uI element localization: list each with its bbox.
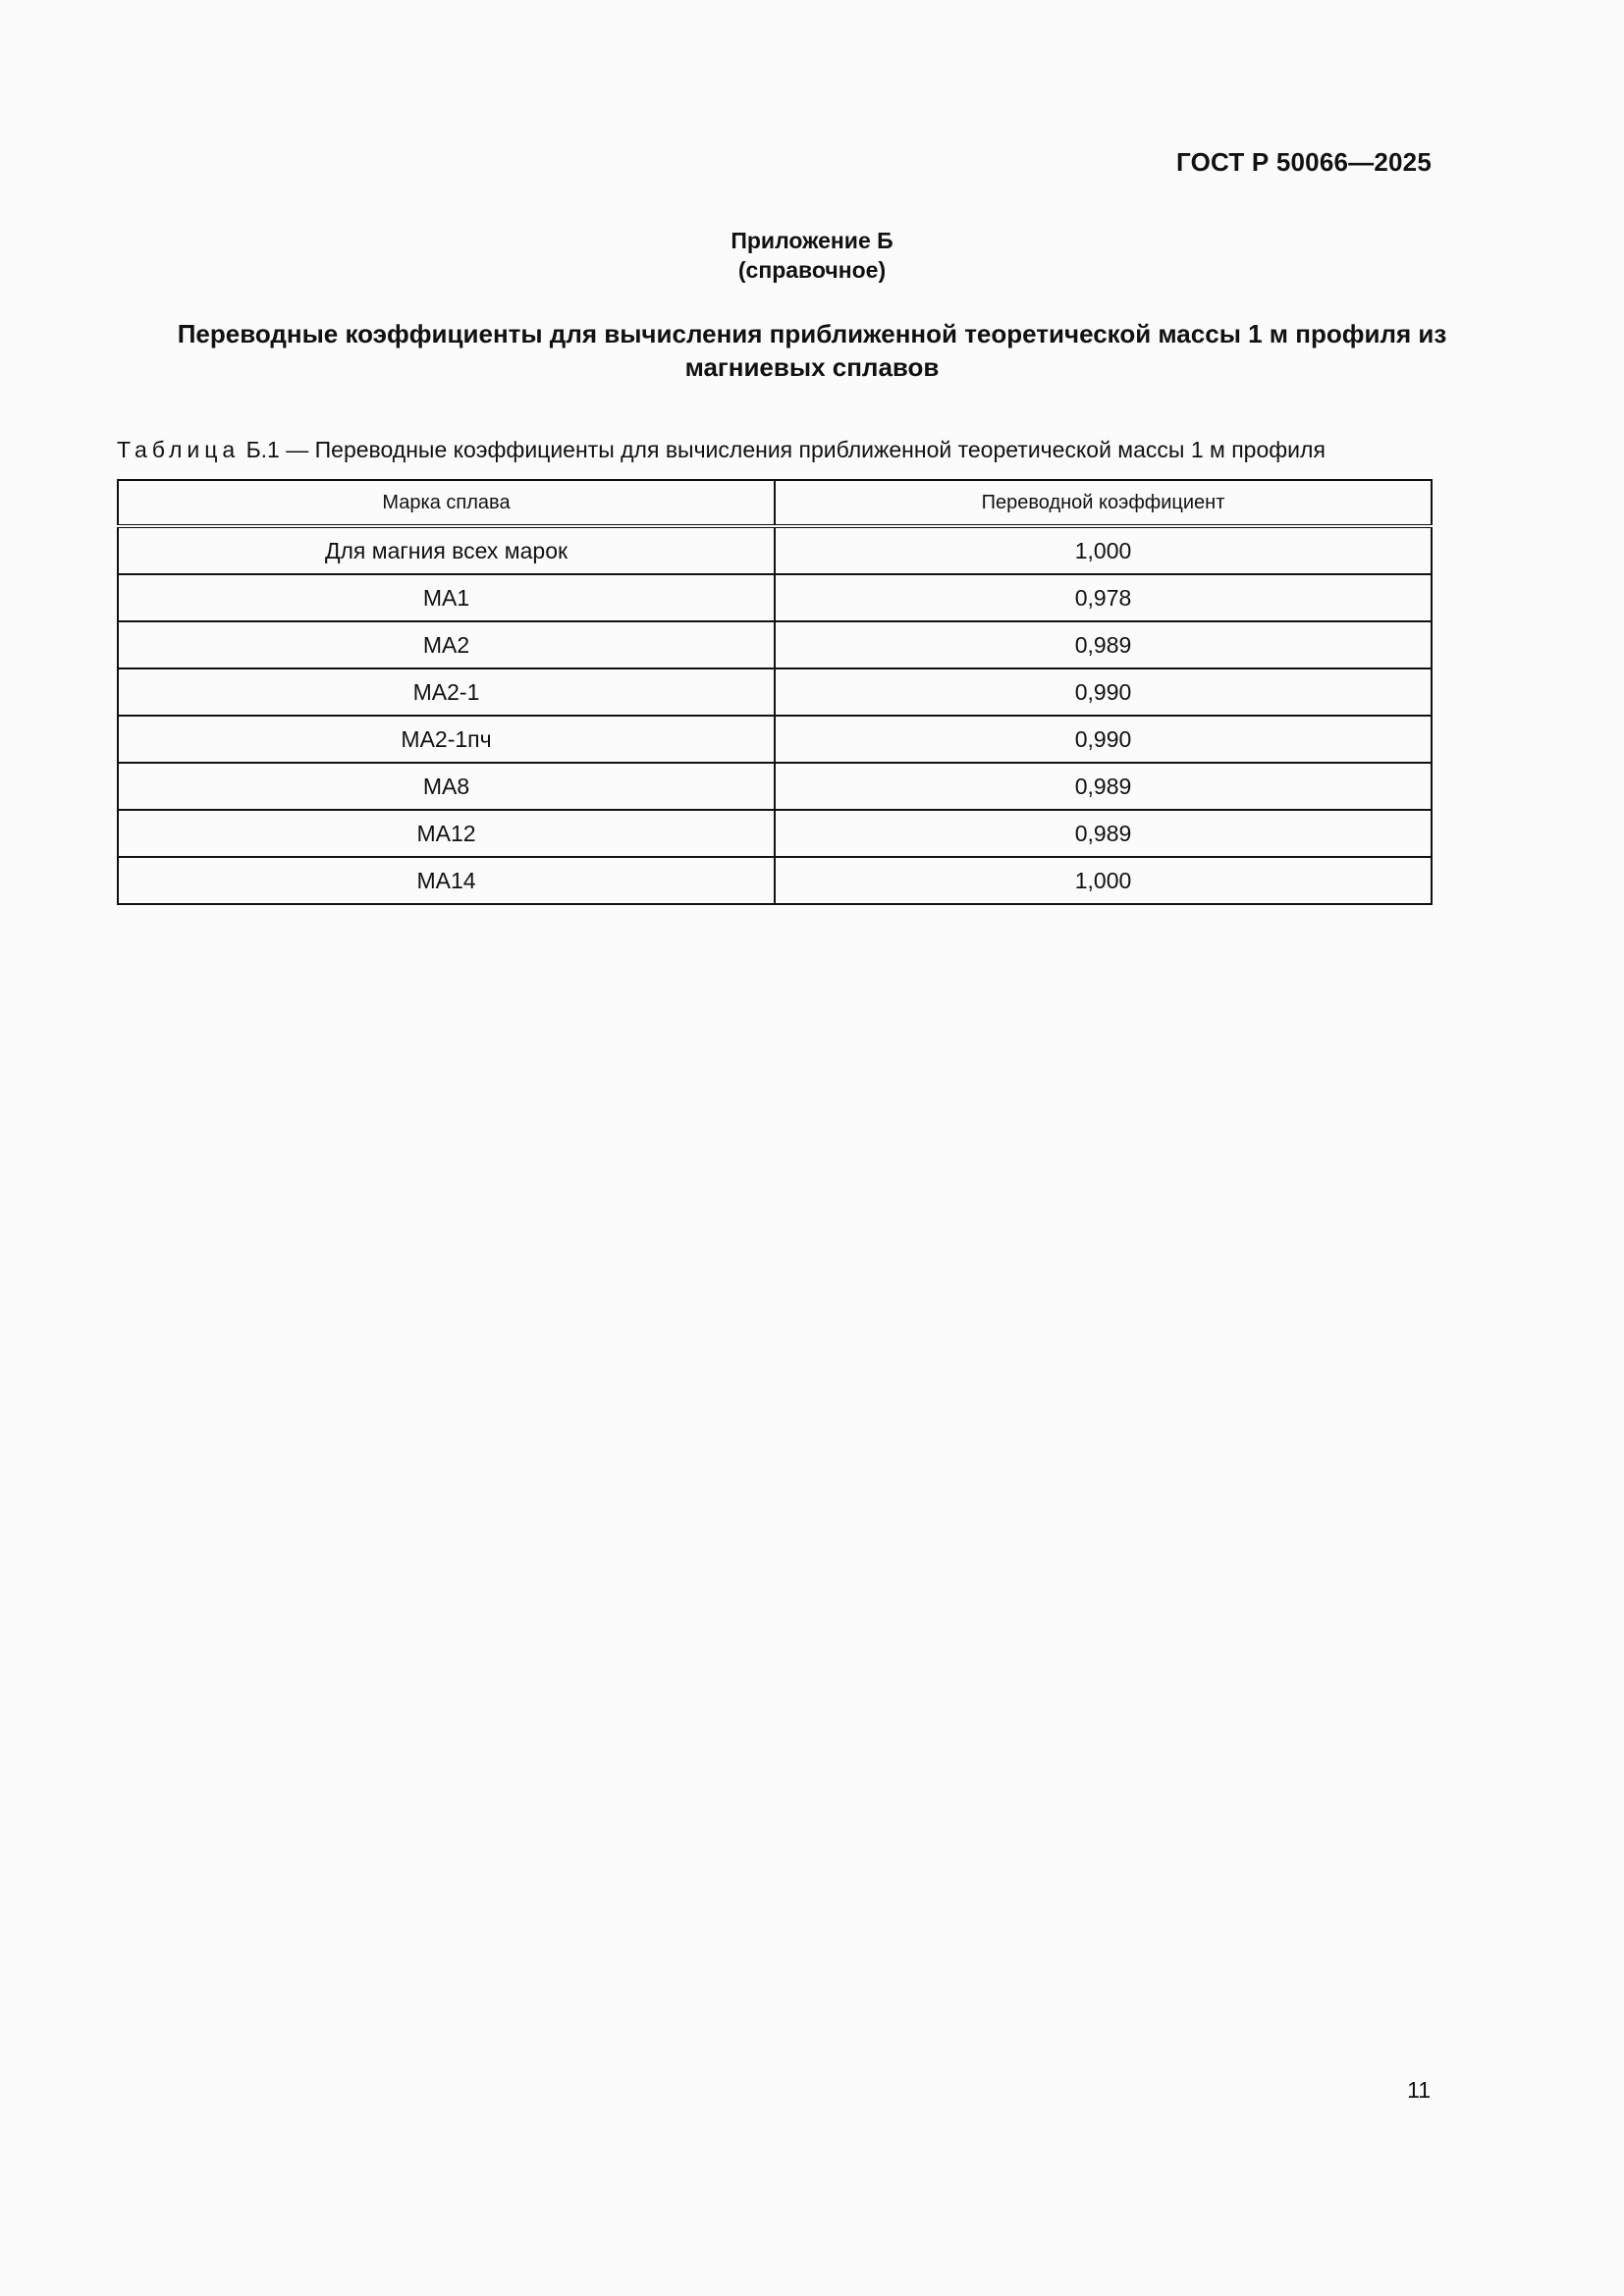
appendix-label: Приложение Б: [731, 228, 893, 253]
appendix-title: Переводные коэффициенты для вычисления приближенной теоретической массы 1 м профиля из магниевых сплавов: [177, 319, 1447, 382]
coefficient-cell: 0,990: [775, 716, 1432, 763]
coefficient-cell: 0,989: [775, 621, 1432, 668]
coefficient-cell: 0,989: [775, 810, 1432, 857]
alloy-grade-cell: МА12: [118, 810, 775, 857]
alloy-grade-cell: МА1: [118, 574, 775, 621]
alloy-grade-cell: МА2: [118, 621, 775, 668]
table-caption: [117, 437, 1432, 463]
coefficient-table: [117, 479, 1433, 905]
alloy-grade-cell: Для магния всех марок: [118, 526, 775, 574]
coefficient-cell: 0,978: [775, 574, 1432, 621]
coefficient-cell: 1,000: [775, 857, 1432, 904]
table-caption-text: Б.1 — Переводные коэффициенты для вычисления приближенной теоретической массы 1 м профиля: [240, 437, 1326, 462]
table-caption-prefix: Таблица: [117, 437, 241, 462]
appendix-heading: [0, 226, 1624, 285]
alloy-grade-cell: МА14: [118, 857, 775, 904]
table-header-row: [118, 480, 1432, 526]
alloy-grade-cell: МА2-1пч: [118, 716, 775, 763]
page-number: 11: [1407, 2077, 1431, 2103]
column-header-coefficient: Переводной коэффициент: [775, 480, 1432, 526]
table-row: [118, 621, 1432, 668]
table-row: [118, 668, 1432, 716]
coefficient-cell: 1,000: [775, 526, 1432, 574]
table-row: [118, 857, 1432, 904]
table-row: [118, 763, 1432, 810]
document-code: ГОСТ Р 50066—2025: [1176, 147, 1432, 177]
alloy-grade-cell: МА8: [118, 763, 775, 810]
table-row: [118, 574, 1432, 621]
table-row: [118, 716, 1432, 763]
alloy-grade-cell: МА2-1: [118, 668, 775, 716]
coefficient-cell: 0,990: [775, 668, 1432, 716]
appendix-type: (справочное): [737, 257, 887, 283]
column-header-alloy-grade: Марка сплава: [118, 480, 775, 526]
table-row: [118, 810, 1432, 857]
table-row: [118, 526, 1432, 574]
coefficient-cell: 0,989: [775, 763, 1432, 810]
